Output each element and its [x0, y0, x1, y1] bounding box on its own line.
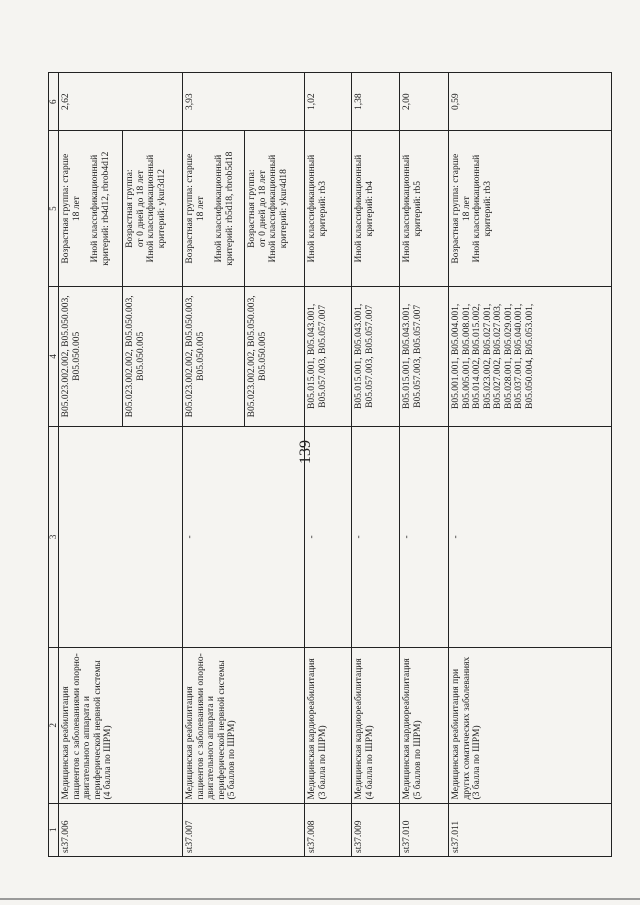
criteria-line: Возрастная группа: старше	[451, 153, 461, 264]
service-line: B05.028.001, B05.029.001,	[503, 303, 514, 409]
service-line: B05.057.003, B05.057.007	[364, 304, 375, 408]
service-line: B05.001.001, B05.004.001,	[451, 303, 461, 409]
row-code: st37.006	[59, 803, 183, 856]
row-col3	[59, 426, 183, 647]
row-services	[305, 286, 352, 426]
row-code: st37.008	[305, 803, 352, 856]
service-line: B05.050.005	[71, 331, 82, 381]
row-code: st37.011	[449, 803, 612, 856]
service-line: B05.050.005	[135, 331, 146, 381]
criteria-line: Иной классификационный	[307, 154, 317, 263]
criteria-line: Иной классификационный	[472, 154, 482, 263]
table-row	[183, 73, 245, 857]
row-coefficient: 3,93	[183, 73, 305, 131]
tariff-table	[48, 72, 612, 857]
criteria-line: Иной классификационный	[214, 154, 224, 263]
criteria-line: 18 лет	[195, 196, 206, 222]
service-line: B05.057.003, B05.057.007	[412, 304, 423, 408]
service-line: B05.014.002, B05.015.002,	[472, 303, 482, 409]
service-line: B05.027.002, B05.027.003,	[493, 303, 503, 409]
row-col3: -	[352, 426, 400, 647]
scan-edge-line	[0, 898, 640, 900]
row-criteria	[123, 131, 183, 287]
service-line: B05.005.001, B05.008.001,	[461, 303, 472, 409]
row-services	[183, 286, 245, 426]
header-cell-3: 3	[49, 426, 59, 647]
table-row	[449, 73, 612, 857]
service-line: B05.050.005	[257, 331, 268, 381]
row-code: st37.009	[352, 803, 400, 856]
row-col3: -	[449, 426, 612, 647]
row-coefficient: 2,62	[59, 73, 183, 131]
row-services	[449, 286, 612, 426]
criteria-line: критерий: ykur4d18	[278, 169, 289, 249]
criteria-line: критерий: rb3	[482, 180, 493, 237]
service-line: B05.015.001, B05.043.001,	[307, 303, 317, 409]
page-number: 139	[297, 440, 314, 464]
row-name: Медицинская кардиореабилитация (5 баллов по ШРМ)	[400, 647, 449, 803]
row-coefficient: 0,59	[449, 73, 612, 131]
row-criteria	[183, 131, 245, 287]
criteria-line: Возрастная группа: старше	[185, 153, 195, 264]
row-col3: -	[400, 426, 449, 647]
row-services	[352, 286, 400, 426]
row-criteria	[352, 131, 400, 287]
criteria-line: критерий: rb5	[412, 180, 423, 237]
criteria-line: Возрастная группа:	[125, 169, 135, 248]
service-line: B05.050.004, B05.053.001,	[524, 303, 535, 409]
row-criteria	[400, 131, 449, 287]
service-line: B05.023.002, B05.027.001,	[482, 303, 493, 409]
criteria-line: Иной классификационный	[90, 154, 100, 263]
row-criteria	[245, 131, 305, 287]
service-line: B05.023.002.002, B05.050.003,	[185, 295, 195, 418]
row-name: Медицинская реабилитация при других соматических заболеваниях (3 балла по ШРМ)	[449, 647, 612, 803]
row-criteria	[449, 131, 612, 287]
criteria-line: Иной классификационный	[268, 154, 278, 263]
criteria-line: Иной классификационный	[354, 154, 364, 263]
row-name: Медицинская кардиореабилитация (4 балла по ШРМ)	[352, 647, 400, 803]
row-code: st37.007	[183, 803, 305, 856]
row-name: Медицинская реабилитация пациентов с заболеваниями опорно-двигательного аппарата и периферической нервной системы (5 баллов по ШРМ)	[183, 647, 305, 803]
table-row	[400, 73, 449, 857]
row-services	[400, 286, 449, 426]
table-row	[59, 73, 123, 857]
criteria-line: критерий: rb4	[364, 180, 375, 237]
criteria-line: Возрастная группа: старше	[61, 153, 71, 264]
criteria-line: от 0 дней до 18 лет	[257, 170, 268, 248]
row-col3: -	[305, 426, 352, 647]
row-code: st37.010	[400, 803, 449, 856]
row-criteria	[59, 131, 123, 287]
row-coefficient: 2,00	[400, 73, 449, 131]
header-cell-5: 5	[49, 131, 59, 287]
tariff-table-wrapper	[48, 72, 612, 857]
table-row	[352, 73, 400, 857]
service-line: B05.015.001, B05.043.001,	[402, 303, 412, 409]
criteria-line: критерий: ykur3d12	[156, 169, 167, 249]
row-coefficient: 1,38	[352, 73, 400, 131]
row-name: Медицинская реабилитация пациентов с заболеваниями опорно-двигательного аппарата и периферической нервной системы (4 балла по ШРМ)	[59, 647, 183, 803]
row-col3: -	[183, 426, 305, 647]
criteria-line: Иной классификационный	[402, 154, 412, 263]
service-line: B05.057.003, B05.057.007	[317, 304, 328, 408]
header-cell-6: 6	[49, 73, 59, 131]
row-criteria	[305, 131, 352, 287]
criteria-line: Возрастная группа:	[247, 169, 257, 248]
header-cell-1: 1	[49, 803, 59, 856]
row-coefficient: 1,02	[305, 73, 352, 131]
service-line: B05.023.002.002, B05.050.003,	[61, 295, 71, 418]
header-row	[49, 73, 59, 857]
criteria-line: 18 лет	[71, 196, 82, 222]
row-services	[245, 286, 305, 426]
row-name: Медицинская кардиореабилитация (3 балла по ШРМ)	[305, 647, 352, 803]
row-services	[123, 286, 183, 426]
service-line: B05.023.002.002, B05.050.003,	[125, 295, 135, 418]
table-row	[305, 73, 352, 857]
service-line: B05.050.005	[195, 331, 206, 381]
service-line: B05.015.001, B05.043.001,	[354, 303, 364, 409]
service-line: B05.037.001, B05.040.001,	[514, 303, 524, 409]
criteria-line: критерий: rb5d18, rbrob5d18	[224, 151, 235, 266]
criteria-line: критерий: rb4d12, rbrob4d12	[100, 151, 111, 266]
criteria-line: 18 лет	[461, 196, 472, 222]
criteria-line: Иной классификационный	[146, 154, 156, 263]
header-cell-2: 2	[49, 647, 59, 803]
row-services	[59, 286, 123, 426]
criteria-line: критерий: rb3	[317, 180, 328, 237]
criteria-line: от 0 дней до 18 лет	[135, 170, 146, 248]
service-line: B05.023.002.002, B05.050.003,	[247, 295, 257, 418]
header-cell-4: 4	[49, 286, 59, 426]
